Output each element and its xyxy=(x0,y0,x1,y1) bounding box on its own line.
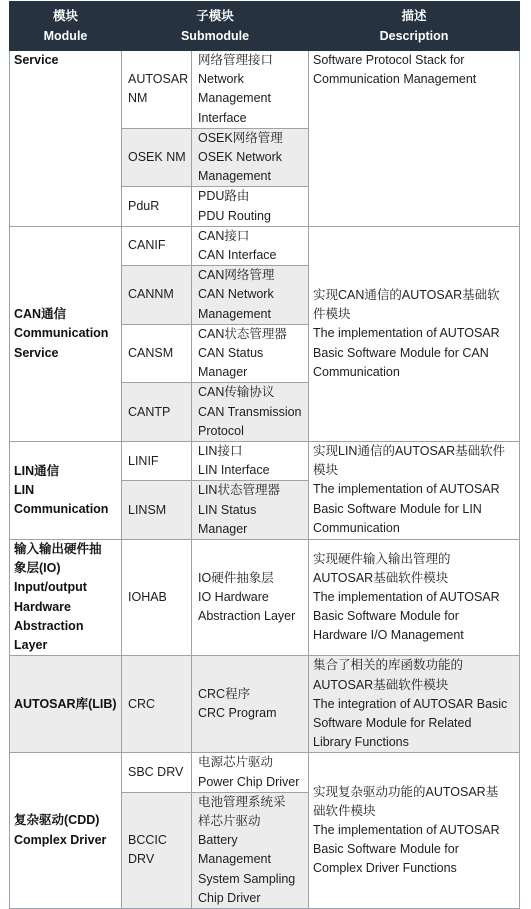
submodule-name-cell: BCCIC DRV xyxy=(122,792,192,908)
submodule-detail-cell: 电池管理系统采 样芯片驱动 Battery Management System Sampling Chip Driver xyxy=(192,792,309,908)
submodule-name-cell: CANIF xyxy=(122,226,192,265)
table-row xyxy=(10,540,520,656)
submodule-name-cell: LINSM xyxy=(122,481,192,540)
submodule-name-cell: CANSM xyxy=(122,324,192,383)
description-cell: 实现硬件输入输出管理的 AUTOSAR基础软件模块 The implementation of AUTOSAR Basic Software Module for Hardware I/O Management xyxy=(309,540,520,656)
table-header-row xyxy=(10,2,520,51)
header-description: 描述 Description xyxy=(309,2,520,51)
table-body xyxy=(10,51,520,909)
submodule-name-cell: LINIF xyxy=(122,442,192,481)
table-row xyxy=(10,226,520,265)
submodule-detail-cell: IO硬件抽象层 IO Hardware Abstraction Layer xyxy=(192,540,309,656)
module-name-cell: Service xyxy=(10,51,122,227)
submodule-name-cell: CANTP xyxy=(122,383,192,442)
submodule-detail-cell: PDU路由 PDU Routing xyxy=(192,187,309,226)
table-row xyxy=(10,442,520,481)
submodule-detail-cell: CAN网络管理 CAN Network Management xyxy=(192,266,309,325)
description-cell: 实现复杂驱动功能的AUTOSAR基 础软件模块 The implementation of AUTOSAR Basic Software Module for Complex Driver Functions xyxy=(309,753,520,909)
module-name-cell: AUTOSAR库(LIB) xyxy=(10,656,122,753)
submodule-name-cell: IOHAB xyxy=(122,540,192,656)
submodule-name-cell: CANNM xyxy=(122,266,192,325)
description-cell: Software Protocol Stack for Communication Management xyxy=(309,51,520,227)
submodule-name-cell: SBC DRV xyxy=(122,753,192,792)
table-row xyxy=(10,51,520,129)
submodule-detail-cell: 电源芯片驱动 Power Chip Driver xyxy=(192,753,309,792)
module-table xyxy=(9,1,520,909)
submodule-name-cell: AUTOSAR NM xyxy=(122,51,192,129)
description-cell: 实现LIN通信的AUTOSAR基础软件 模块 The implementation of AUTOSAR Basic Software Module for LIN Communication xyxy=(309,442,520,540)
submodule-detail-cell: LIN接口 LIN Interface xyxy=(192,442,309,481)
description-cell: 集合了相关的库函数功能的 AUTOSAR基础软件模块 The integration of AUTOSAR Basic Software Module for Related Library Functions xyxy=(309,656,520,753)
submodule-detail-cell: CAN接口 CAN Interface xyxy=(192,226,309,265)
header-submodule: 子模块 Submodule xyxy=(122,2,309,51)
submodule-detail-cell: CAN状态管理器 CAN Status Manager xyxy=(192,324,309,383)
module-name-cell: 输入输出硬件抽 象层(IO) Input/output Hardware Abstraction Layer xyxy=(10,540,122,656)
module-name-cell: LIN通信 LIN Communication xyxy=(10,442,122,540)
table-row xyxy=(10,656,520,753)
submodule-name-cell: OSEK NM xyxy=(122,128,192,187)
submodule-detail-cell: 网络管理接口 Network Management Interface xyxy=(192,51,309,129)
module-name-cell: 复杂驱动(CDD) Complex Driver xyxy=(10,753,122,909)
submodule-detail-cell: CAN传输协议 CAN Transmission Protocol xyxy=(192,383,309,442)
header-module: 模块 Module xyxy=(10,2,122,51)
submodule-detail-cell: LIN状态管理器 LIN Status Manager xyxy=(192,481,309,540)
submodule-detail-cell: OSEK网络管理 OSEK Network Management xyxy=(192,128,309,187)
submodule-name-cell: PduR xyxy=(122,187,192,226)
table-row xyxy=(10,753,520,792)
submodule-name-cell: CRC xyxy=(122,656,192,753)
submodule-detail-cell: CRC程序 CRC Program xyxy=(192,656,309,753)
module-name-cell: CAN通信 Communication Service xyxy=(10,226,122,441)
description-cell: 实现CAN通信的AUTOSAR基础软 件模块 The implementation of AUTOSAR Basic Software Module for CAN Communication xyxy=(309,226,520,441)
